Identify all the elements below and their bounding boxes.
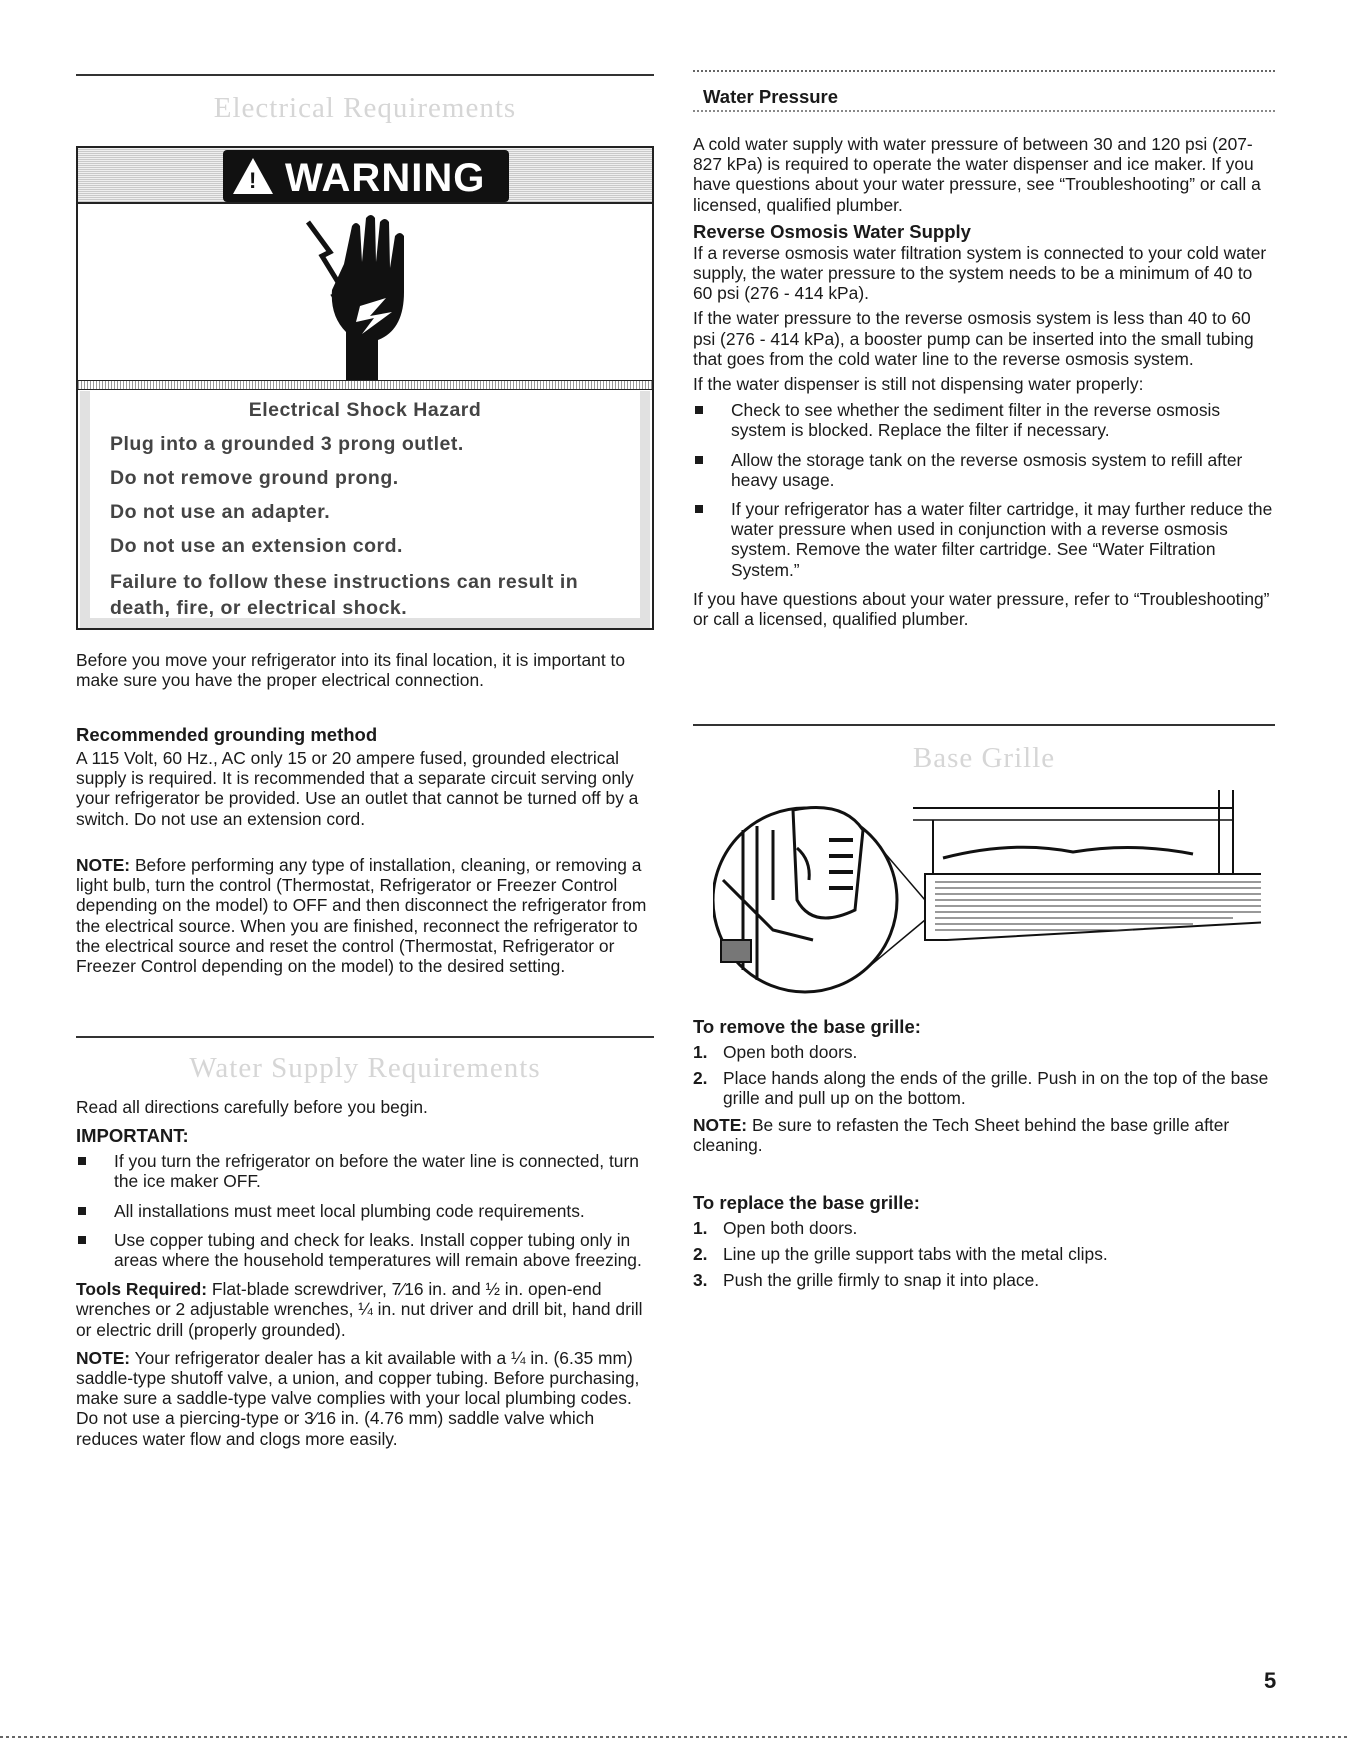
intro-paragraph: Before you move your refrigerator into its final location, it is important to make sure you have the proper electrical connection. bbox=[76, 650, 626, 691]
ro-list bbox=[693, 400, 1275, 580]
replace-grille-section bbox=[693, 1192, 1275, 1297]
ro-heading: Reverse Osmosis Water Supply bbox=[693, 220, 971, 242]
remove-steps bbox=[693, 1042, 1275, 1109]
base-grille-title: Base Grille bbox=[912, 742, 1056, 774]
warning-line: Plug into a grounded 3 prong outlet. bbox=[110, 433, 464, 455]
page-number: 5 bbox=[1264, 1668, 1277, 1693]
list-item: If you turn the refrigerator on before the water line is connected, turn the ice maker OFF. bbox=[76, 1151, 654, 1191]
list-item: 2. Place hands along the ends of the grille. Push in on the top of the base grille and pull up on the bottom. bbox=[693, 1068, 1269, 1109]
note-installation bbox=[76, 855, 654, 976]
list-item: 1. Open both doors. bbox=[693, 1218, 858, 1238]
section-rule bbox=[76, 74, 654, 76]
ro-paragraph: If a reverse osmosis water filtration system is connected to your cold water supply, the water pressure to the system needs to be a minimum of 40 to 60 psi (276 - 414 kPa). bbox=[693, 242, 1267, 304]
water-pressure-heading: Water Pressure bbox=[703, 86, 839, 107]
section-rule bbox=[693, 724, 1275, 726]
warning-separator bbox=[78, 380, 652, 390]
grounding-section bbox=[76, 724, 654, 829]
note-label: NOTE: bbox=[76, 1347, 131, 1368]
grounding-paragraph: A 115 Volt, 60 Hz., AC only 15 or 20 ampere fused, grounded electrical supply is required. It is recommended that a separate circuit serving only your refrigerator be provided. Use an outlet that cannot be turned off by a switch. Do not use an extension cord. bbox=[76, 748, 639, 829]
tools-text: Flat-blade screwdriver, 7⁄16 in. and ½ in. open-end wrenches or 2 adjustable wrenches, ¼ in. nut driver and drill bit, hand drill or electric drill (properly grounded). bbox=[76, 1279, 643, 1340]
tools-label: Tools Required: bbox=[76, 1279, 208, 1300]
warning-line: death, fire, or electrical shock. bbox=[110, 597, 408, 619]
note-label: NOTE: bbox=[693, 1114, 748, 1135]
water-supply-section bbox=[76, 1097, 654, 1449]
warning-body bbox=[80, 391, 650, 628]
warning-triangle-icon: ! bbox=[233, 158, 273, 194]
water-pressure-rule-top bbox=[693, 70, 1275, 72]
warning-line: Do not use an extension cord. bbox=[110, 535, 403, 557]
ro-paragraph: If the water dispenser is still not dispensing water properly: bbox=[693, 374, 1144, 395]
list-item: All installations must meet local plumbing code requirements. bbox=[76, 1201, 654, 1221]
note-text: Before performing any type of installation, cleaning, or removing a light bulb, turn the control (Thermostat, Refrigerator or Freezer Control depending on the model) to OFF and then disconnect the refrigerator from the electrical source. When you are finished, reconnect the refrigerator to the electrical source and reset the control (Thermostat, Refrigerator or Freezer Control depending on the model) to the desired setting. bbox=[76, 855, 647, 977]
important-list bbox=[76, 1151, 654, 1270]
list-item: Use copper tubing and check for leaks. Install copper tubing only in areas where the household temperatures will remain above freezing. bbox=[76, 1230, 654, 1270]
list-item: Check to see whether the sediment filter in the reverse osmosis system is blocked. Replace the filter if necessary. bbox=[693, 400, 1275, 440]
hazard-title: Electrical Shock Hazard bbox=[248, 399, 482, 421]
remove-heading: To remove the base grille: bbox=[693, 1016, 921, 1037]
warning-label: WARNING bbox=[285, 156, 486, 200]
warning-line: Do not use an adapter. bbox=[110, 501, 331, 523]
water-supply-title: Water Supply Requirements bbox=[189, 1052, 541, 1084]
note-label: NOTE: bbox=[76, 855, 131, 875]
important-heading: IMPORTANT: bbox=[76, 1125, 189, 1147]
electrical-intro bbox=[76, 650, 654, 690]
replace-heading: To replace the base grille: bbox=[693, 1192, 920, 1213]
water-pressure-section bbox=[693, 134, 1275, 629]
warning-header bbox=[78, 148, 652, 204]
electrical-shock-hand-icon bbox=[300, 212, 430, 382]
warning-line: Do not remove ground prong. bbox=[110, 467, 399, 489]
section-rule bbox=[76, 1036, 654, 1038]
warning-box bbox=[76, 146, 654, 630]
ro-paragraph: If you have questions about your water pressure, refer to “Troubleshooting” or call a licensed, qualified plumber. bbox=[693, 588, 1270, 630]
warning-line: Failure to follow these instructions can result in bbox=[110, 571, 579, 593]
list-item: 1. Open both doors. bbox=[693, 1042, 858, 1062]
remove-grille-section bbox=[693, 1016, 1275, 1155]
note-text: Be sure to refasten the Tech Sheet behind the base grille after cleaning. bbox=[693, 1114, 1230, 1155]
water-pressure-rule-bottom bbox=[693, 110, 1275, 112]
warning-badge bbox=[223, 150, 509, 202]
read-all-paragraph: Read all directions carefully before you begin. bbox=[76, 1097, 428, 1117]
base-grille-illustration bbox=[713, 770, 1261, 1002]
note-text: Your refrigerator dealer has a kit available with a ¼ in. (6.35 mm) saddle-type shutoff valve, a union, and copper tubing. Before purchasing, make sure a saddle-type valve complies with your local plumbing codes. Do not use a piercing-type or 3⁄16 in. (4.76 mm) saddle valve which reduces water flow and clogs more easily. bbox=[76, 1347, 640, 1449]
ro-paragraph: If the water pressure to the reverse osmosis system is less than 40 to 60 psi (276 - 414 kPa), a booster pump can be inserted into the small tubing that goes from the cold water line to the reverse osmosis system. bbox=[693, 308, 1254, 369]
list-item: 2. Line up the grille support tabs with the metal clips. bbox=[693, 1244, 1108, 1265]
replace-steps bbox=[693, 1218, 1275, 1291]
bottom-border bbox=[0, 1736, 1348, 1738]
grounding-heading: Recommended grounding method bbox=[76, 724, 378, 745]
water-pressure-paragraph: A cold water supply with water pressure of between 30 and 120 psi (207-827 kPa) is required to operate the water dispenser and ice maker. If you have questions about your water pressure, see “Troubleshooting” or call a licensed, qualified plumber. bbox=[693, 134, 1261, 215]
list-item: 3. Push the grille firmly to snap it into place. bbox=[693, 1270, 1040, 1291]
list-item: If your refrigerator has a water filter cartridge, it may further reduce the water pressure when used in conjunction with a reverse osmosis system. Remove the water filter cartridge. See “Water Filtration System.” bbox=[693, 499, 1275, 580]
list-item: Allow the storage tank on the reverse osmosis system to refill after heavy usage. bbox=[693, 450, 1275, 490]
electrical-requirements-title: Electrical Requirements bbox=[213, 92, 517, 124]
